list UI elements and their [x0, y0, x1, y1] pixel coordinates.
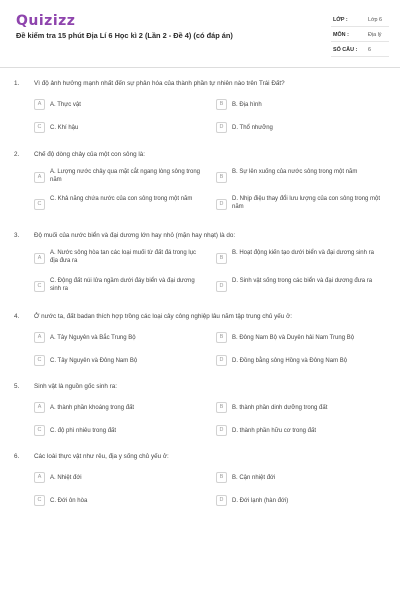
- question-number: 5.: [14, 383, 20, 390]
- option-a[interactable]: [34, 328, 209, 348]
- option-letter-badge: A: [34, 472, 45, 483]
- worksheet-header: [0, 0, 400, 66]
- option-c[interactable]: [34, 195, 209, 215]
- option-b[interactable]: [216, 95, 391, 115]
- question-number: 3.: [14, 232, 20, 239]
- meta-subject-value: Địa lý: [368, 32, 382, 38]
- option-letter-badge: D: [216, 495, 227, 506]
- option-b[interactable]: [216, 328, 391, 348]
- option-letter-badge: B: [216, 99, 227, 110]
- question-text: Ở nước ta, đất badan thích hợp trồng các loại cây công nghiệp lâu năm tập trung chủ yếu ở:: [34, 313, 292, 320]
- option-text: C. Tây Nguyên và Đông Nam Bộ: [50, 358, 138, 364]
- option-letter-badge: A: [34, 172, 45, 183]
- option-text: A. Thực vật: [50, 102, 81, 108]
- option-letter-badge: B: [216, 172, 227, 183]
- option-d[interactable]: [216, 491, 391, 511]
- option-letter-badge: B: [216, 402, 227, 413]
- option-letter-badge: A: [34, 253, 45, 264]
- option-text: C. Động đất núi lửa ngầm dưới đáy biển và đại dương sinh ra: [50, 278, 195, 293]
- option-a[interactable]: [34, 168, 209, 188]
- option-letter-badge: D: [216, 122, 227, 133]
- question-text: Độ muối của nước biển và đại dương lớn hay nhỏ (mặn hay nhạt) là do:: [34, 232, 236, 239]
- option-c[interactable]: [34, 491, 209, 511]
- quizizz-logo: Quizizz: [16, 13, 76, 29]
- option-text: B. Sự lên xuống của nước sông trong một năm: [232, 169, 358, 175]
- worksheet-title: Đề kiểm tra 15 phút Địa Lí 6 Học kì 2 (Lần 2 - Đề 4) (có đáp án): [16, 31, 233, 40]
- meta-question-count: [331, 42, 389, 57]
- option-letter-badge: B: [216, 332, 227, 343]
- question-text: Vì độ ảnh hưởng mạnh nhất đến sự phân hóa của thành phần tự nhiên nào trên Trái Đất?: [34, 80, 285, 87]
- question-number: 2.: [14, 151, 20, 158]
- option-a[interactable]: [34, 468, 209, 488]
- meta-question-count-value: 6: [368, 47, 371, 53]
- option-letter-badge: D: [216, 199, 227, 210]
- question-number: 4.: [14, 313, 20, 320]
- option-letter-badge: C: [34, 199, 45, 210]
- header-divider: [0, 67, 400, 68]
- option-c[interactable]: [34, 118, 209, 138]
- option-letter-badge: D: [216, 425, 227, 436]
- option-text: D. Đồng bằng sông Hồng và Đông Nam Bộ: [232, 358, 348, 364]
- option-letter-badge: C: [34, 281, 45, 292]
- meta-question-count-label: SỐ CÂU :: [333, 47, 358, 53]
- option-letter-badge: B: [216, 472, 227, 483]
- option-d[interactable]: [216, 118, 391, 138]
- option-c[interactable]: [34, 351, 209, 371]
- option-letter-badge: D: [216, 355, 227, 366]
- option-text: A. Lượng nước chảy qua mặt cắt ngang lòng sông trong năm: [50, 169, 200, 184]
- option-text: B. Địa hình: [232, 102, 262, 108]
- option-d[interactable]: [216, 421, 391, 441]
- meta-subject-label: MÔN :: [333, 32, 349, 38]
- option-b[interactable]: [216, 249, 391, 269]
- option-a[interactable]: [34, 249, 209, 269]
- meta-grade-value: Lớp 6: [368, 17, 383, 23]
- option-b[interactable]: [216, 398, 391, 418]
- option-a[interactable]: [34, 398, 209, 418]
- option-d[interactable]: [216, 351, 391, 371]
- option-letter-badge: C: [34, 495, 45, 506]
- option-text: D. Thổ nhưỡng: [232, 125, 273, 131]
- option-letter-badge: C: [34, 355, 45, 366]
- option-text: C. độ phì nhiêu trong đất: [50, 428, 117, 434]
- option-letter-badge: C: [34, 425, 45, 436]
- option-b[interactable]: [216, 168, 391, 188]
- option-c[interactable]: [34, 277, 209, 297]
- option-d[interactable]: [216, 195, 391, 215]
- worksheet-meta: [331, 12, 389, 57]
- option-text: A. Nhiệt đới: [50, 475, 82, 481]
- option-text: A. Nước sông hòa tan các loại muối từ đất đá trong lục địa đưa ra: [50, 250, 197, 265]
- option-letter-badge: A: [34, 332, 45, 343]
- option-text: D. Sinh vật sống trong các biển và đại dương đưa ra: [232, 278, 373, 284]
- question-number: 1.: [14, 80, 20, 87]
- question-number: 6.: [14, 453, 20, 460]
- option-letter-badge: A: [34, 402, 45, 413]
- option-text: C. Khí hậu: [50, 125, 79, 131]
- option-text: A. thành phần khoáng trong đất: [50, 405, 135, 411]
- option-text: D. Nhịp điệu thay đổi lưu lượng của con sông trong một năm: [232, 196, 381, 211]
- option-letter-badge: B: [216, 253, 227, 264]
- option-d[interactable]: [216, 277, 391, 297]
- option-letter-badge: D: [216, 281, 227, 292]
- meta-grade: [331, 12, 389, 27]
- option-letter-badge: C: [34, 122, 45, 133]
- option-text: B. Cận nhiệt đới: [232, 475, 276, 481]
- option-text: D. thành phần hữu cơ trong đất: [232, 428, 317, 434]
- option-text: B. Hoạt động kiến tạo dưới biển và đại dương sinh ra: [232, 250, 374, 256]
- option-text: A. Tây Nguyên và Bắc Trung Bộ: [50, 335, 136, 341]
- option-b[interactable]: [216, 468, 391, 488]
- question-text: Các loài thực vật như rêu, địa y sống chủ yếu ở:: [34, 453, 169, 460]
- option-text: B. thành phần dinh dưỡng trong đất: [232, 405, 328, 411]
- option-text: D. Đới lạnh (hàn đới): [232, 498, 289, 504]
- question-text: Chế độ dòng chảy của một con sông là:: [34, 151, 145, 158]
- option-a[interactable]: [34, 95, 209, 115]
- meta-grade-label: LỚP :: [333, 17, 348, 23]
- option-text: C. Đới ôn hòa: [50, 498, 88, 504]
- question-text: Sinh vật là nguồn gốc sinh ra:: [34, 383, 117, 390]
- meta-subject: [331, 27, 389, 42]
- option-c[interactable]: [34, 421, 209, 441]
- option-text: C. Khả năng chứa nước của con sông trong một năm: [50, 196, 193, 202]
- option-letter-badge: A: [34, 99, 45, 110]
- option-text: B. Đông Nam Bộ và Duyên hải Nam Trung Bộ: [232, 335, 355, 341]
